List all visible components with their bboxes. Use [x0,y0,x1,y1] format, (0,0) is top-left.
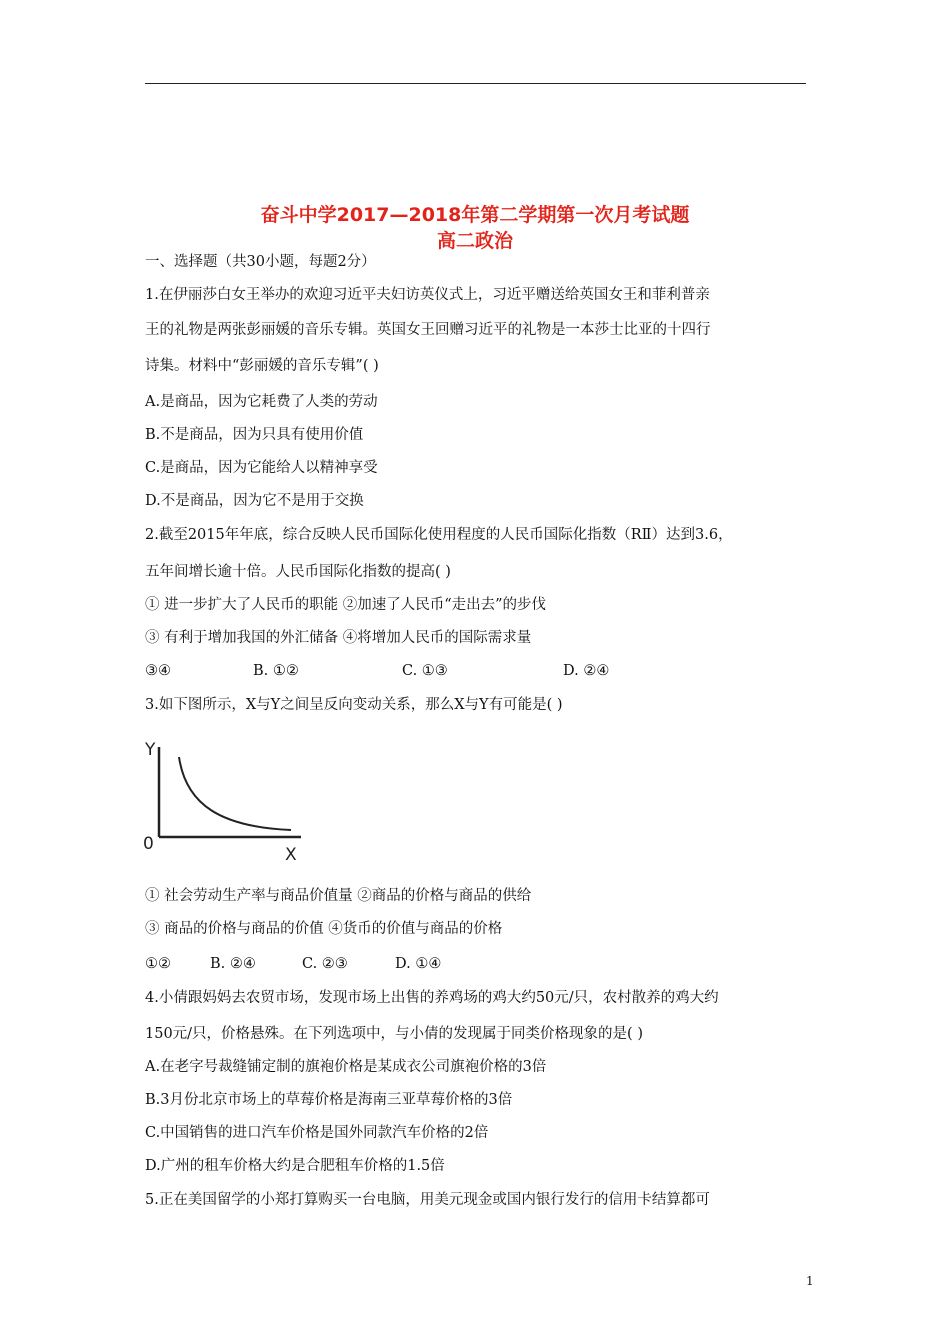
q2-item-row-1: ① 进一步扩大了人民币的职能 ②加速了人民币“走出去”的步伐 [145,597,547,613]
inverse-relationship-graph [141,735,311,865]
q1-option-d: D.不是商品，因为它不是用于交换 [145,493,364,509]
exam-subtitle: 高二政治 [436,230,513,252]
q1-line-3: 诗集。材料中“彭丽媛的音乐专辑”( ) [145,358,379,374]
q3-line-1: 3.如下图所示，X与Y之间呈反向变动关系，那么X与Y有可能是( ) [145,697,563,713]
q5-line-1: 5.正在美国留学的小郑打算购买一台电脑，用美元现金或国内银行发行的信用卡结算都可 [145,1192,710,1208]
q2-item-row-2: ③ 有利于增加我国的外汇储备 ④将增加人民币的国际需求量 [145,630,532,646]
q2-choice-b: B. ①② [253,663,299,679]
q4-option-b: B.3月份北京市场上的草莓价格是海南三亚草莓价格的3倍 [145,1092,513,1108]
exam-title: 奋斗中学2017—2018年第二学期第一次月考试题 [260,204,690,226]
q3-choice-d: D. ①④ [395,956,442,972]
q2-choice-c: C. ①③ [402,663,448,679]
y-axis-label: Y [145,740,156,760]
q4-option-c: C.中国销售的进口汽车价格是国外同款汽车价格的2倍 [145,1125,489,1141]
q3-choice-a: ①② [145,956,171,972]
q4-option-d: D.广州的租车价格大约是合肥租车价格的1.5倍 [145,1158,445,1174]
q1-option-b: B.不是商品，因为只具有使用价值 [145,427,364,443]
q3-item-row-2: ③ 商品的价格与商品的价值 ④货币的价值与商品的价格 [145,921,503,937]
q2-line-2: 五年间增长逾十倍。人民币国际化指数的提高( ) [145,564,451,580]
header-rule [145,83,806,84]
q1-line-1: 1.在伊丽莎白女王举办的欢迎习近平夫妇访英仪式上，习近平赠送给英国女王和菲利普亲 [145,287,710,303]
q3-item-row-1: ① 社会劳动生产率与商品价值量 ②商品的价格与商品的供给 [145,888,532,904]
q2-line-1: 2.截至2015年年底，综合反映人民币国际化使用程度的人民币国际化指数（RⅡ）达到3.6， [145,527,733,543]
q1-option-c: C.是商品，因为它能给人以精神享受 [145,460,378,476]
q2-choice-d: D. ②④ [563,663,610,679]
origin-label: 0 [143,834,154,854]
q4-option-a: A.在老字号裁缝铺定制的旗袍价格是某成衣公司旗袍价格的3倍 [145,1059,547,1075]
inverse-curve [179,757,291,830]
q3-choice-c: C. ②③ [302,956,348,972]
section-heading: 一、选择题（共30小题，每题2分） [145,254,376,270]
q1-line-2: 王的礼物是两张彭丽媛的音乐专辑。英国女王回赠习近平的礼物是一本莎士比亚的十四行 [145,322,711,338]
q2-choice-a: ③④ [145,663,171,679]
q4-line-1: 4.小倩跟妈妈去农贸市场，发现市场上出售的养鸡场的鸡大约50元/只，农村散养的鸡大约 [145,990,719,1006]
q1-option-a: A.是商品，因为它耗费了人类的劳动 [145,394,378,410]
page-number: 1 [806,1274,814,1288]
q4-line-2: 150元/只，价格悬殊。在下列选项中，与小倩的发现属于同类价格现象的是( ) [145,1026,643,1042]
x-axis-label: X [285,845,297,865]
q3-choice-b: B. ②④ [210,956,256,972]
